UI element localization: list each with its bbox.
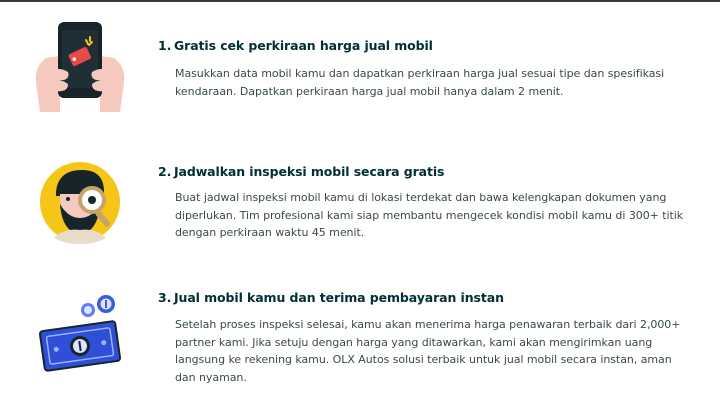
- step-1-description: Masukkan data mobil kamu dan dapatkan perkiraan harga jual sesuai tipe dan spesifikasi kendaraan. Dapatkan perkiraan harga jual mobil hanya dalam 2 menit.: [175, 67, 665, 98]
- step-2-number: 2.: [158, 164, 172, 179]
- step-1-number: 1.: [158, 38, 172, 53]
- phone-in-hands-icon: [30, 12, 130, 112]
- step-2-title: 2. Jadwalkan inspeksi mobil secara gratis: [158, 164, 445, 179]
- step-3-description: Setelah proses inspeksi selesai, kamu akan menerima harga penawaran terbaik dari 2,000+ partner kami. Jika setuju dengan harga yang ditawarkan, kami akan mengirimkan uang langsung ke rekening kamu. OLX Autos solusi terbaik untuk jual mobil secara instan, aman dan nyaman.: [175, 318, 681, 384]
- cash-coins-icon: [30, 290, 130, 390]
- inspector-magnifier-icon: [30, 152, 130, 252]
- step-2-description: Buat jadwal inspeksi mobil kamu di lokasi terdekat dan bawa kelengkapan dokumen yang diperlukan. Tim profesional kami siap membantu mengecek kondisi mobil kamu di 300+ titik dengan perkiraan waktu 45 menit.: [175, 191, 684, 239]
- top-divider: [0, 0, 720, 2]
- step-3-title: 3. Jual mobil kamu dan terima pembayaran instan: [158, 290, 504, 305]
- step-3-number: 3.: [158, 290, 172, 305]
- step-1-title: 1. Gratis cek perkiraan harga jual mobil: [158, 38, 433, 53]
